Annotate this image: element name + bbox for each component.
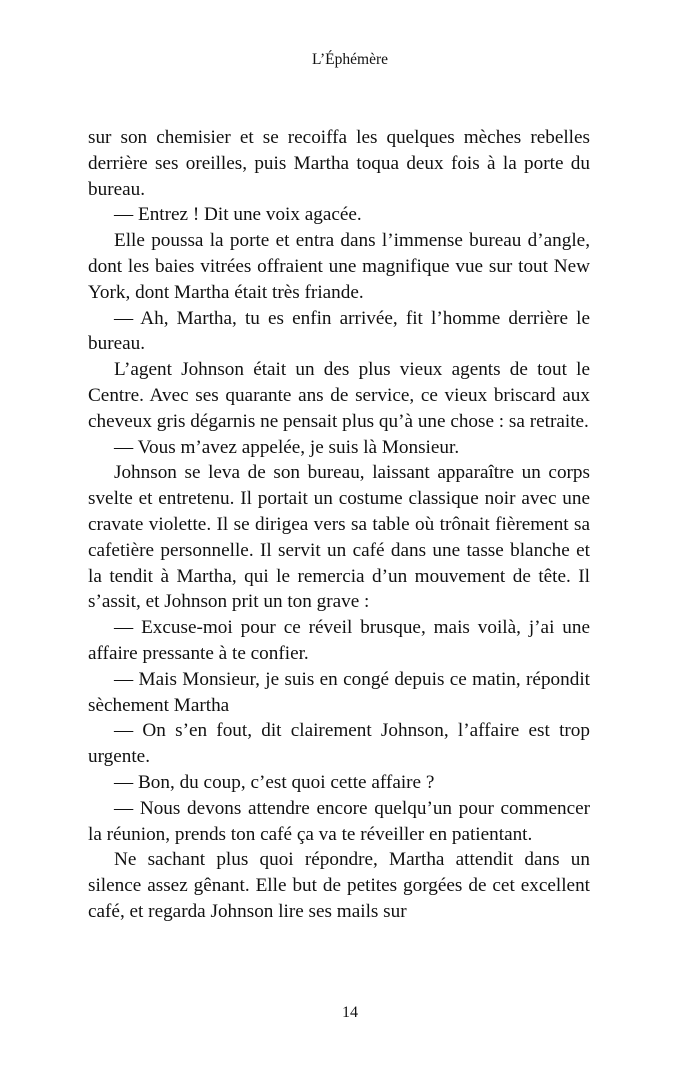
paragraph: Ne sachant plus quoi répondre, Martha attendit dans un silence assez gênant. Elle but de petites gorgées de cet excellent café, et regarda Johnson lire ses mails sur [88,849,590,922]
paragraph: — Excuse-moi pour ce réveil brusque, mais voilà, j’ai une affaire pressante à te confier. [88,617,590,664]
running-header: L’Éphémère [311,51,389,68]
paragraph: — Ah, Martha, tu es enfin arrivée, fit l’homme derrière le bureau. [88,307,590,355]
page-body-text [88,125,590,925]
paragraph: — On s’en fout, dit clairement Johnson, l’affaire est trop urgente. [88,720,590,768]
paragraph: Elle poussa la porte et entra dans l’immense bureau d’angle, dont les baies vitrées offraient une magnifique vue sur tout New York, dont Martha était très friande. [88,230,590,303]
paragraph: Johnson se leva de son bureau, laissant apparaître un corps svelte et entretenu. Il portait un costume classique noir avec une cravate violette. Il se dirigea vers sa table où trônait fièrement sa cafetière personnelle. Il servit un café dans une tasse blanche et la tendit à Martha, qui le remercia d’un mouvement de tête. Il s’assit, et Johnson prit un ton grave : [88,462,590,613]
paragraph: — Entrez ! Dit une voix agacée. [114,204,362,226]
paragraph: — Bon, du coup, c’est quoi cette affaire ? [114,771,435,793]
paragraph: — Mais Monsieur, je suis en congé depuis ce matin, répondit sèchement Martha [88,668,590,716]
paragraph: — Vous m’avez appelée, je suis là Monsieur. [114,436,460,458]
paragraph: — Nous devons attendre encore quelqu’un pour commencer la réunion, prends ton café ça va te réveiller en patientant. [88,797,590,845]
paragraph: sur son chemisier et se recoiffa les quelques mèches rebelles derrière ses oreilles, puis Martha toqua deux fois à la porte du bureau. [88,127,590,200]
paragraph: L’agent Johnson était un des plus vieux agents de tout le Centre. Avec ses quarante ans de service, ce vieux briscard aux cheveux gris dégarnis ne pensait plus qu’à une chose : sa retraite. [88,359,590,432]
page-number: 14 [342,1004,358,1021]
